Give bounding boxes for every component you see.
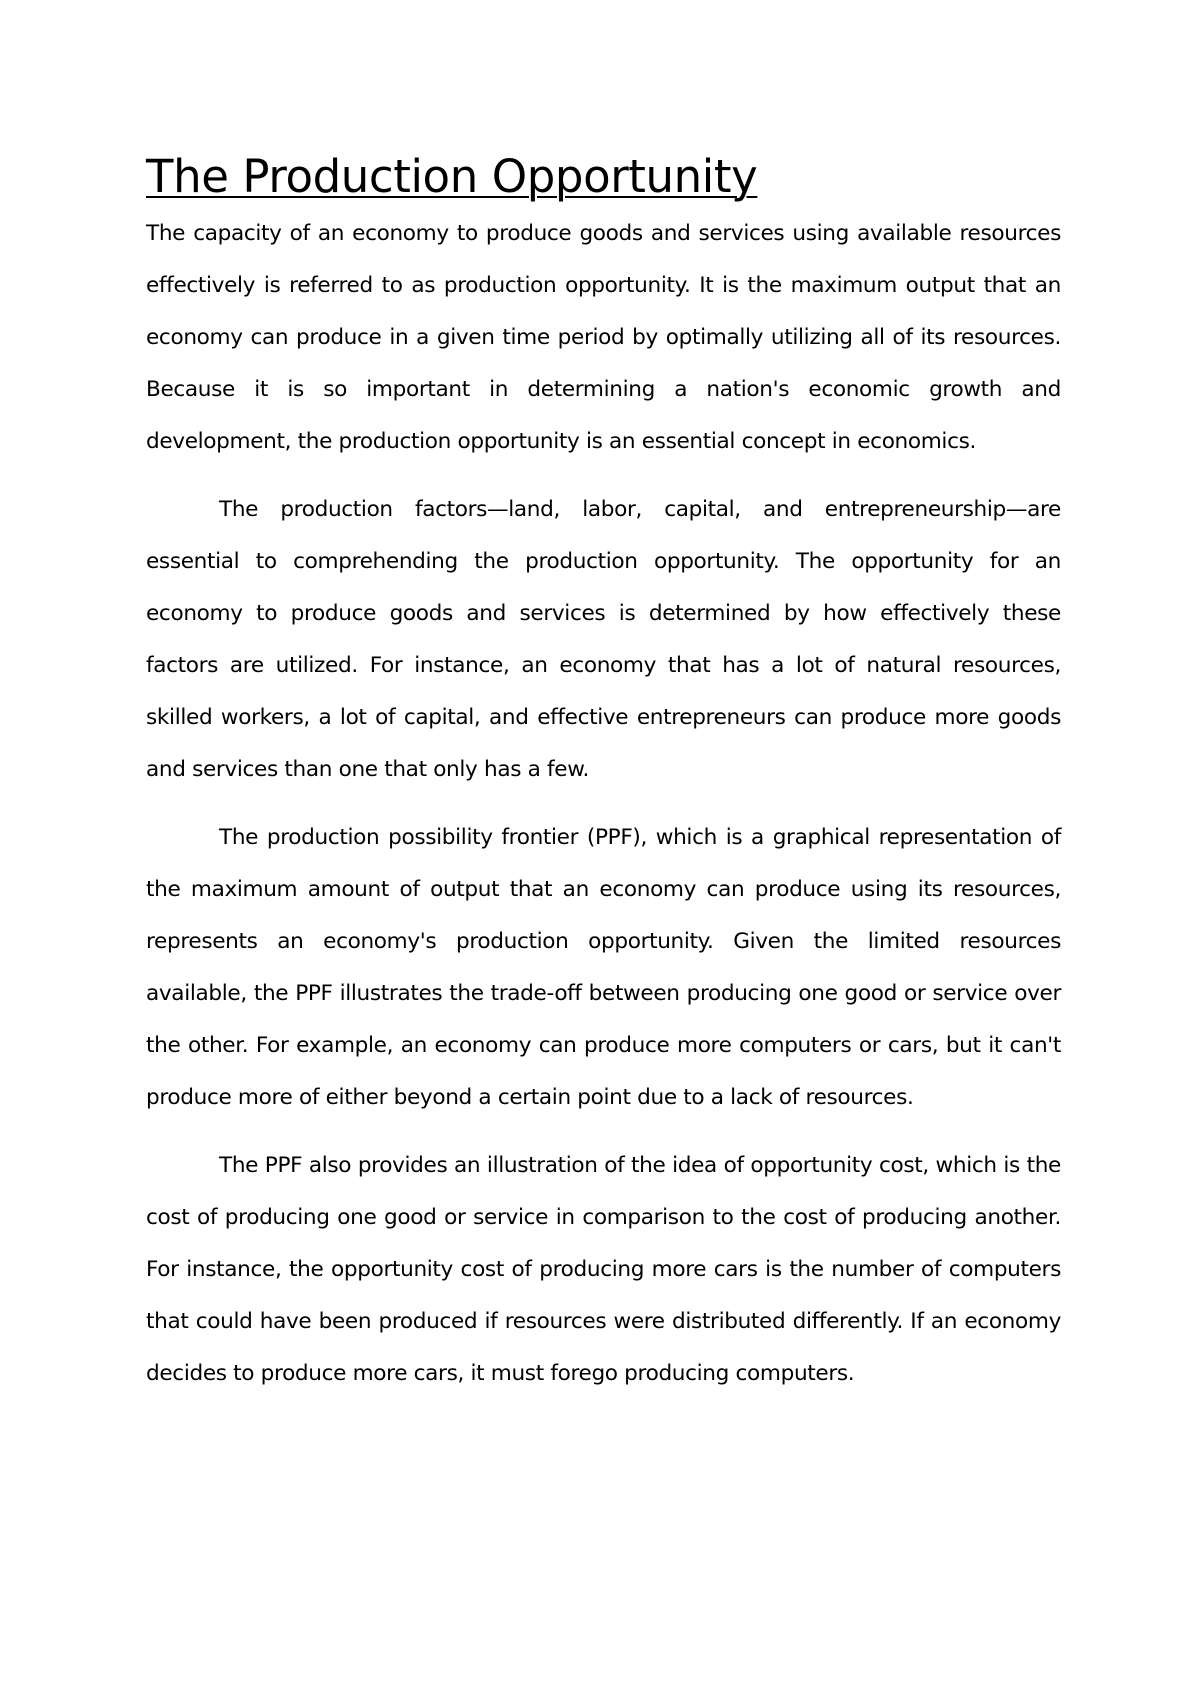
paragraph-opportunity-cost: The PPF also provides an illustration of the idea of opportunity cost, which is the cost of producing one good or service in comparison to the cost of producing another. For instance, the opportunity cost of producing more cars is the number of computers that could have been produced if resources were distributed differently. If an economy decides to produce more cars, it must forego producing computers. — [146, 1153, 1061, 1386]
paragraph-production-factors: The production factors—land, labor, capital, and entrepreneurship—are essential to comprehending the production opportunity. The opportunity for an economy to produce goods and services is determined by how effectively these factors are utilized. For instance, an economy that has a lot of natural resources, skilled workers, a lot of capital, and effective entrepreneurs can produce more goods and services than one that only has a few. — [146, 497, 1061, 782]
document-title: The Production Opportunity — [146, 150, 758, 203]
paragraph-intro: The capacity of an economy to produce goods and services using available resources effectively is referred to as production opportunity. It is the maximum output that an economy can produce in a given time period by optimally utilizing all of its resources. Because it is so important in determining a nation's economic growth and development, the production opportunity is an essential concept in economics. — [146, 221, 1061, 454]
document-body — [146, 146, 1061, 1400]
paragraph-ppf: The production possibility frontier (PPF), which is a graphical representation of the maximum amount of output that an economy can produce using its resources, represents an economy's production opportunity. Given the limited resources available, the PPF illustrates the trade-off between producing one good or service over the other. For example, an economy can produce more computers or cars, but it can't produce more of either beyond a certain point due to a lack of resources. — [146, 825, 1061, 1110]
